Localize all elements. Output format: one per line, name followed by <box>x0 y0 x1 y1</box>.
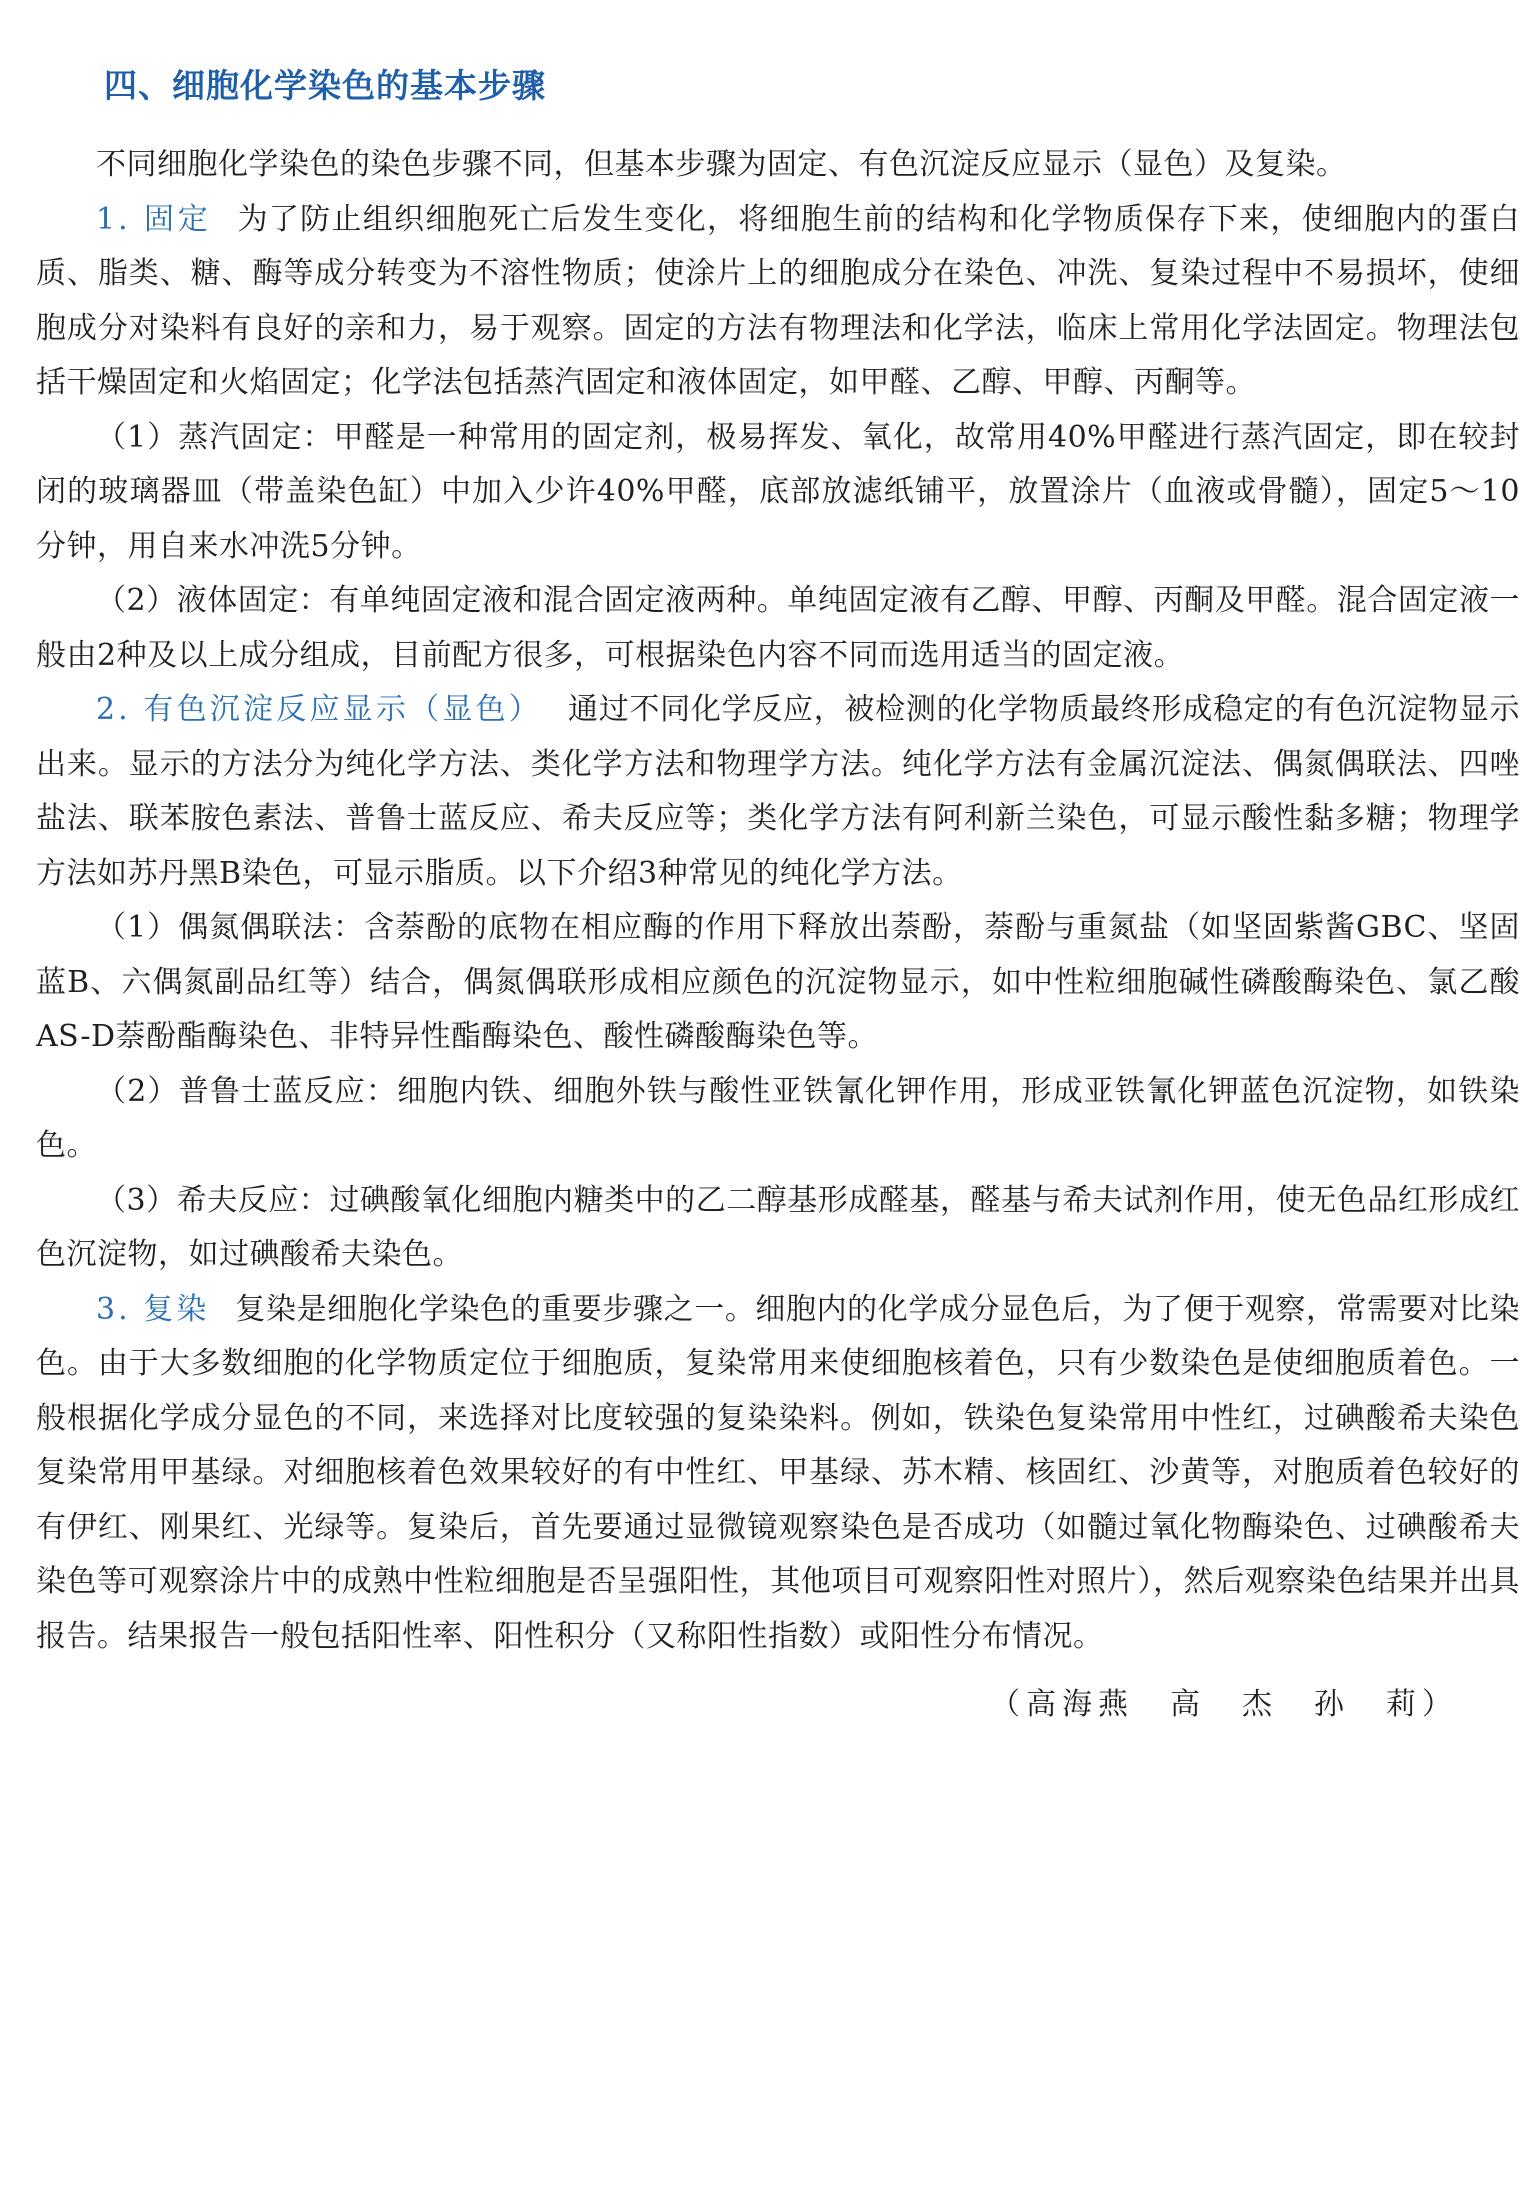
subheading-counterstain: 3. 复染 <box>96 1291 210 1327</box>
paragraph-intro <box>36 138 1520 193</box>
paragraph-text: 不同细胞化学染色的染色步骤不同，但基本步骤为固定、有色沉淀反应显示（显色）及复染。 <box>96 147 1347 182</box>
section-title: 四、细胞化学染色的基本步骤 <box>104 66 546 105</box>
subheading-color-reaction: 2. 有色沉淀反应显示（显色） <box>96 692 542 727</box>
paragraph-schiff <box>36 1174 1520 1283</box>
paragraph-color-reaction <box>36 683 1520 901</box>
paragraph-text: （2）普鲁士蓝反应：细胞内铁、细胞外铁与酸性亚铁氰化钾作用，形成亚铁氰化钾蓝色沉淀物，如铁染色。 <box>36 1073 1520 1163</box>
subheading-fixation: 1. 固定 <box>96 201 212 237</box>
paragraph-text: （2）液体固定：有单纯固定液和混合固定液两种。单纯固定液有乙醇、甲醇、丙酮及甲醛。混合固定液一般由2种及以上成分组成，目前配方很多，可根据染色内容不同而选用适当的固定液。 <box>36 583 1520 673</box>
paragraph-text: 为了防止组织细胞死亡后发生变化，将细胞生前的结构和化学物质保存下来，使细胞内的蛋白质、脂类、糖、酶等成分转变为不溶性物质；使涂片上的细胞成分在染色、冲洗、复染过程中不易损坏，使细胞成分对染料有良好的亲和力，易于观察。固定的方法有物理法和化学法，临床上常用化学法固定。物理法包括干燥固定和火焰固定；化学法包括蒸汽固定和液体固定，如甲醛、乙醇、甲醇、丙酮等。 <box>36 201 1520 400</box>
author-credit: （高海燕 高 杰 孙 莉） <box>990 1687 1458 1722</box>
paragraph-liquid-fixation <box>36 574 1520 683</box>
document-page <box>36 58 1520 1732</box>
paragraph-fixation <box>36 193 1520 411</box>
paragraph-counterstain <box>36 1283 1520 1665</box>
paragraph-azo-coupling <box>36 901 1520 1065</box>
paragraph-text: （1）偶氮偶联法：含萘酚的底物在相应酶的作用下释放出萘酚，萘酚与重氮盐（如坚固紫酱GBC、坚固蓝B、六偶氮副品红等）结合，偶氮偶联形成相应颜色的沉淀物显示，如中性粒细胞碱性磷酸酶染色、氯乙酸AS-D萘酚酯酶染色、非特异性酯酶染色、酸性磷酸酶染色等。 <box>36 910 1520 1054</box>
paragraph-prussian-blue <box>36 1065 1520 1174</box>
paragraph-text: 复染是细胞化学染色的重要步骤之一。细胞内的化学成分显色后，为了便于观察，常需要对比染色。由于大多数细胞的化学物质定位于细胞质，复染常用来使细胞核着色，只有少数染色是使细胞质着色。一般根据化学成分显色的不同，来选择对比度较强的复染染料。例如，铁染色复染常用中性红，过碘酸希夫染色复染常用甲基绿。对细胞核着色效果较好的有中性红、甲基绿、苏木精、核固红、沙黄等，对胞质着色较好的有伊红、刚果红、光绿等。复染后，首先要通过显微镜观察染色是否成功（如髓过氧化物酶染色、过碘酸希夫染色等可观察涂片中的成熟中性粒细胞是否呈强阳性，其他项目可观察阳性对照片），然后观察染色结果并出具报告。结果报告一般包括阳性率、阳性积分（又称阳性指数）或阳性分布情况。 <box>36 1291 1520 1654</box>
paragraph-text: （3）希夫反应：过碘酸氧化细胞内糖类中的乙二醇基形成醛基，醛基与希夫试剂作用，使无色品红形成红色沉淀物，如过碘酸希夫染色。 <box>36 1182 1520 1272</box>
paragraph-text: （1）蒸汽固定：甲醛是一种常用的固定剂，极易挥发、氧化，故常用40%甲醛进行蒸汽固定，即在较封闭的玻璃器皿（带盖染色缸）中加入少许40%甲醛，底部放滤纸铺平，放置涂片（血液或骨髓），固定5～10分钟，用自来水冲洗5分钟。 <box>36 419 1520 564</box>
paragraph-vapor-fixation <box>36 411 1520 575</box>
paragraph-text: 通过不同化学反应，被检测的化学物质最终形成稳定的有色沉淀物显示出来。显示的方法分为纯化学方法、类化学方法和物理学方法。纯化学方法有金属沉淀法、偶氮偶联法、四唑盐法、联苯胺色素法、普鲁士蓝反应、希夫反应等；类化学方法有阿利新兰染色，可显示酸性黏多糖；物理学方法如苏丹黑B染色，可显示脂质。以下介绍3种常见的纯化学方法。 <box>36 692 1520 891</box>
